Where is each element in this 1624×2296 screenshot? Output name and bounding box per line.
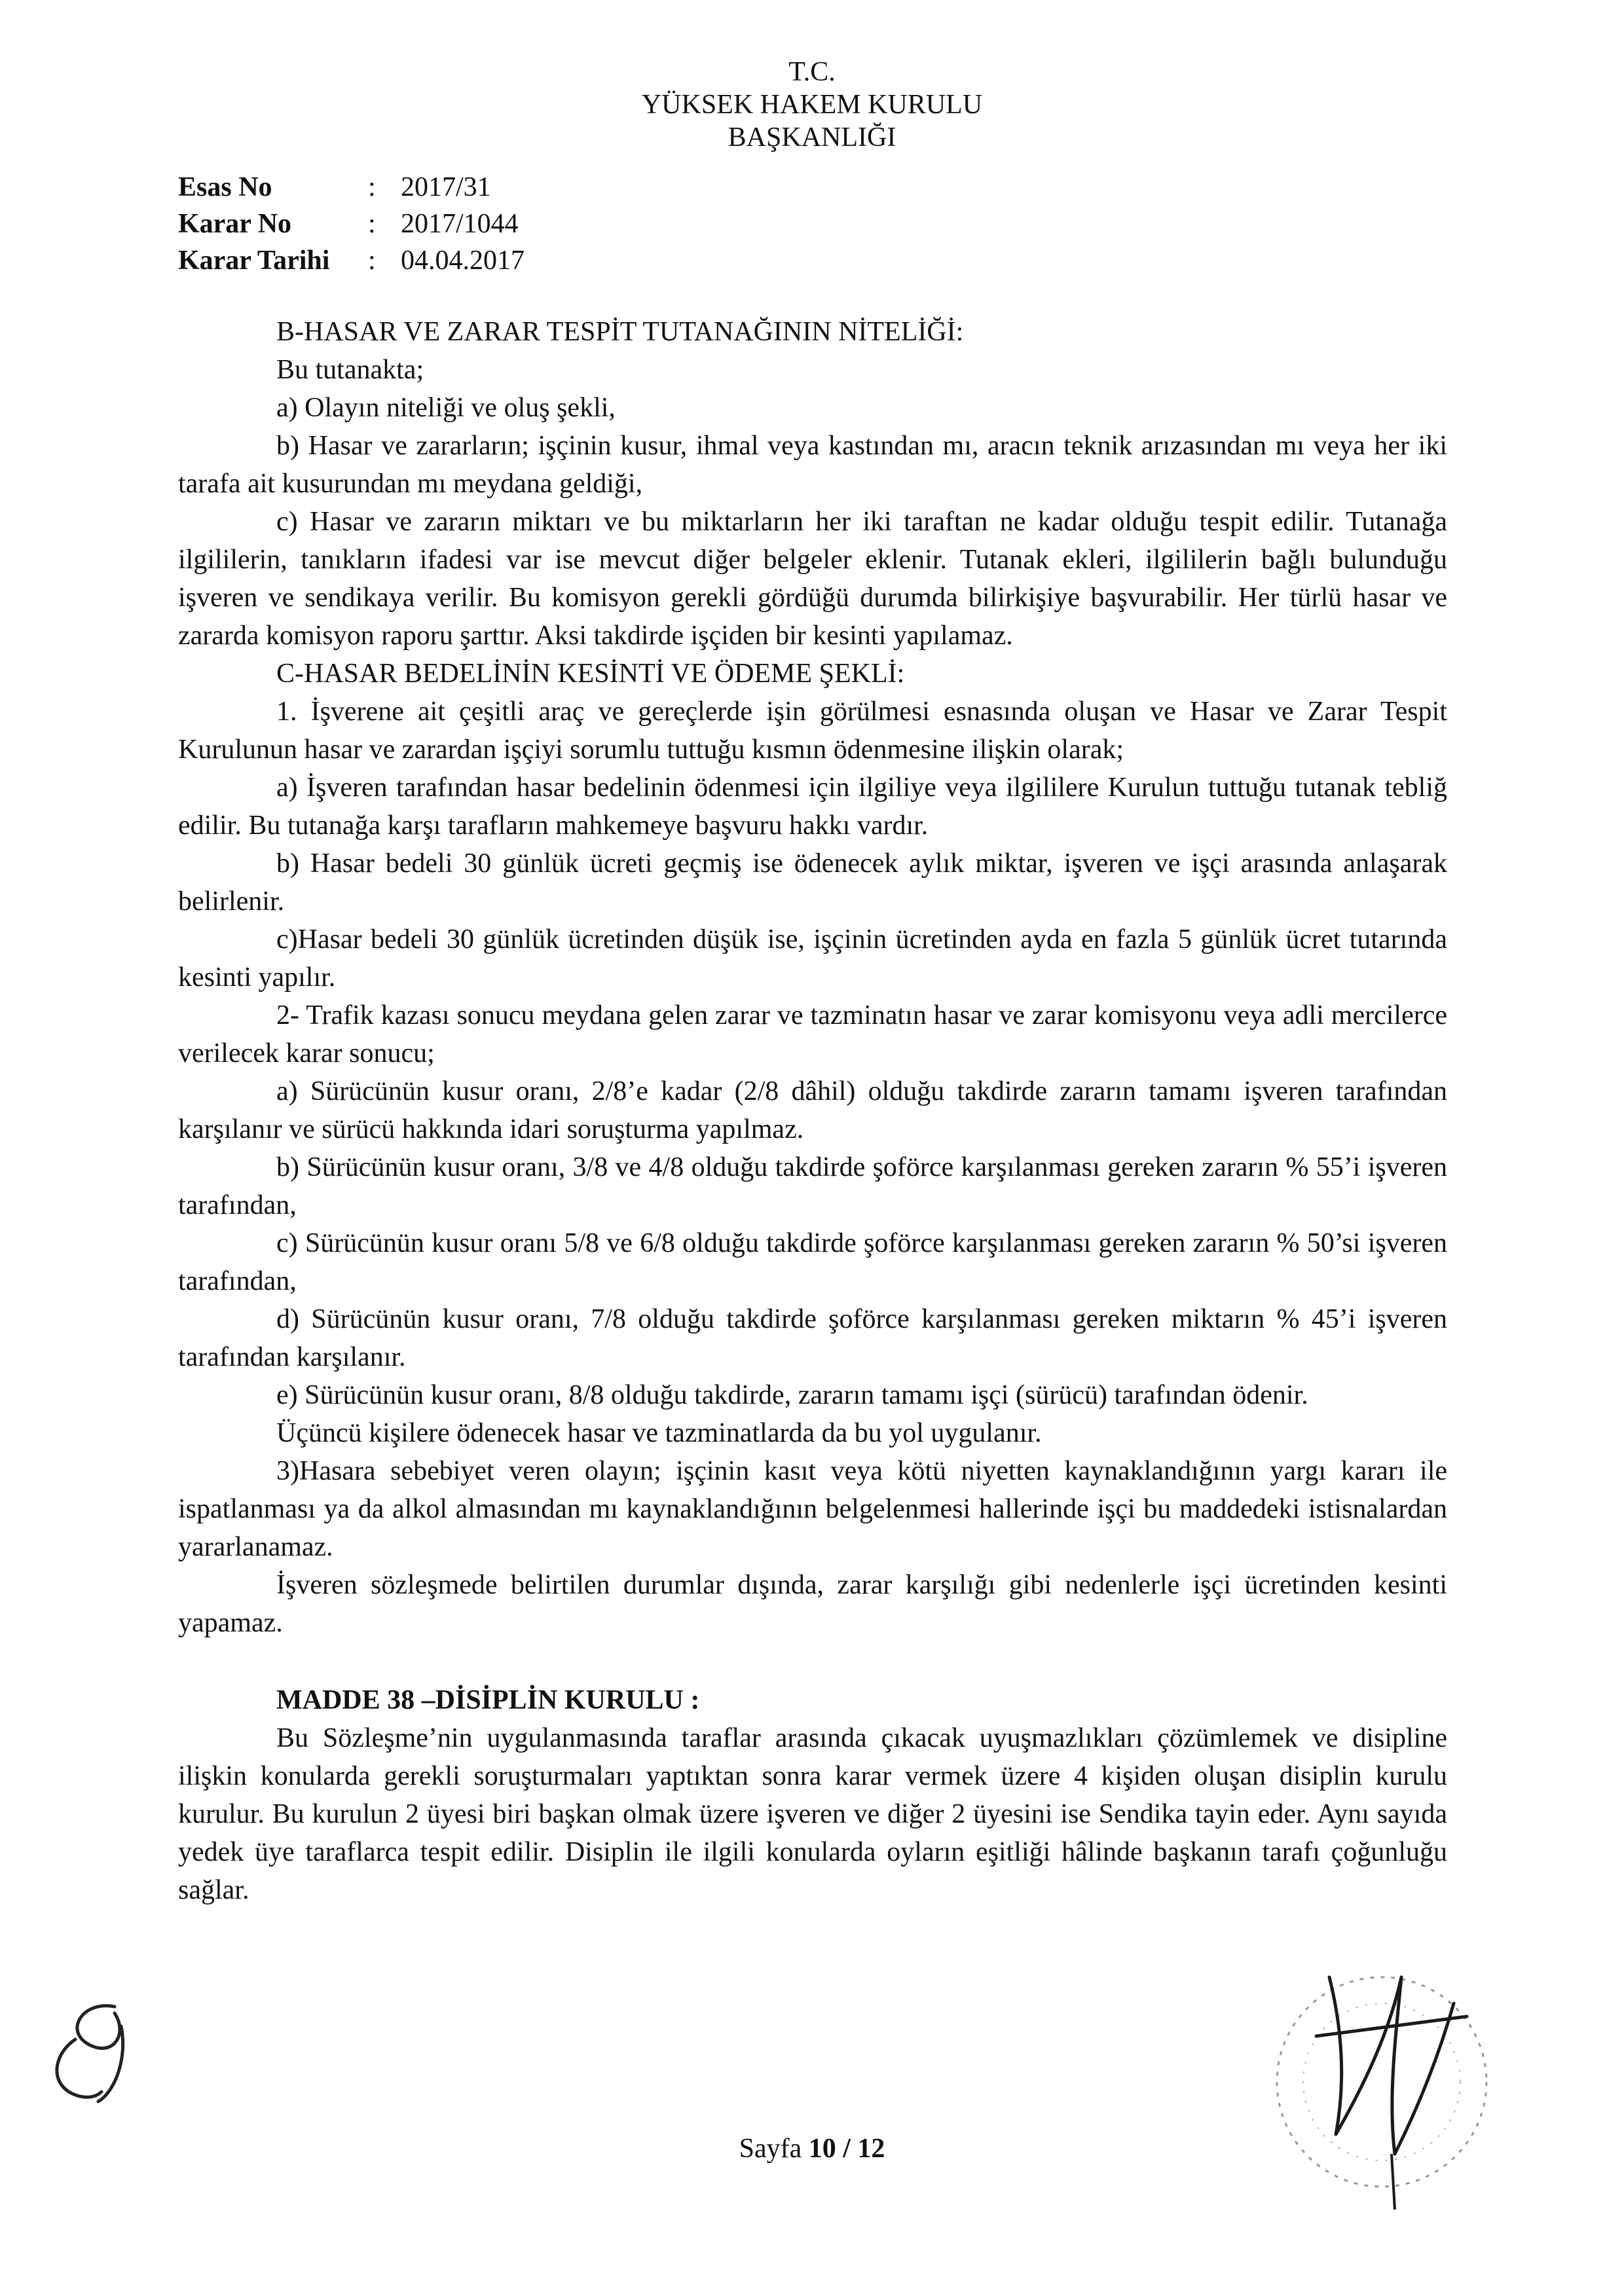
paragraph: c)Hasar bedeli 30 günlük ücretinden düşük ise, işçinin ücretinden ayda en fazla 5 günlük ücret tutarında kesinti yapılır.	[178, 924, 1447, 993]
paragraph: d) Sürücünün kusur oranı, 7/8 olduğu takdirde şoförce karşılanması gereken miktarın % 45’i işveren tarafından karşılanır.	[178, 1304, 1447, 1372]
meta-value: 2017/1044	[401, 209, 519, 239]
header-department: BAŞKANLIĞI	[728, 122, 896, 153]
header-tc: T.C.	[788, 57, 836, 87]
meta-label: Esas No	[178, 172, 272, 202]
paragraph: e) Sürücünün kusur oranı, 8/8 olduğu takdirde, zararın tamamı işçi (sürücü) tarafından ödenir.	[276, 1380, 1308, 1410]
meta-row-esas	[178, 169, 525, 206]
paragraph: Üçüncü kişilere ödenecek hasar ve tazminatlarda da bu yol uygulanır.	[276, 1418, 1042, 1448]
footer-prefix: Sayfa	[739, 2134, 802, 2164]
paragraph: 2- Trafik kazası sonucu meydana gelen zarar ve tazminatın hasar ve zarar komisyonu veya adli mercilerce verilecek karar sonucu;	[178, 1000, 1447, 1068]
article-38-text: Bu Sözleşme’nin uygulanmasında taraflar arasında çıkacak uyuşmazlıkları çözümlemek ve disipline ilişkin konularda gerekli soruşturmaları yaptıktan sonra karar vermek üzere 4 kişiden oluşan disiplin kurulu kurulur. Bu kurulun 2 üyesi biri başkan olmak üzere işveren ve diğer 2 üyesini ise Sendika tayin eder. Aynı sayıda yedek üye taraflarca tespit edilir. Disiplin ile ilgili konularda oyların eşitliği hâlinde başkanın tarafı çoğunluğu sağlar.	[178, 1723, 1447, 1905]
paragraph: b) Hasar bedeli 30 günlük ücreti geçmiş ise ödenecek aylık miktar, işveren ve işçi arasında anlaşarak belirlenir.	[178, 848, 1447, 917]
header-institution: YÜKSEK HAKEM KURULU	[641, 90, 983, 120]
footer-page: 10	[808, 2134, 836, 2164]
paragraph: c) Sürücünün kusur oranı 5/8 ve 6/8 olduğu takdirde şoförce karşılanması gereken zararın % 50’si işveren tarafından,	[178, 1228, 1447, 1296]
paragraph: Bu tutanakta;	[276, 355, 424, 385]
paragraph: a) Olayın niteliği ve oluş şekli,	[276, 393, 616, 423]
footer-total: 12	[857, 2134, 885, 2164]
paragraph: 1. İşverene ait çeşitli araç ve gereçlerde işin görülmesi esnasında oluşan ve Hasar ve Zarar Tespit Kurulunun hasar ve zarardan işçiyi sorumlu tuttuğu kısmın ödenmesine ilişkin olarak;	[178, 697, 1447, 765]
footer-sep: /	[843, 2134, 851, 2164]
article-38-title: MADDE 38 –DİSİPLİN KURULU :	[276, 1685, 700, 1715]
meta-value: 2017/31	[401, 172, 491, 202]
meta-sep: :	[368, 209, 376, 239]
section-heading-b: B-HASAR VE ZARAR TESPİT TUTANAĞININ NİTELİĞİ:	[276, 317, 964, 347]
signature-stamp	[1231, 1938, 1513, 2213]
paragraph: İşveren sözleşmede belirtilen durumlar dışında, zarar karşılığı gibi nedenlerle işçi ücretinden kesinti yapamaz.	[178, 1570, 1447, 1638]
paragraph: b) Sürücünün kusur oranı, 3/8 ve 4/8 olduğu takdirde şoförce karşılanması gereken zararın % 55’i işveren tarafından,	[178, 1152, 1447, 1220]
handwritten-mark	[36, 1994, 160, 2111]
meta-sep: :	[368, 246, 376, 276]
paragraph: a) İşveren tarafından hasar bedelinin ödenmesi için ilgiliye veya ilgililere Kurulun tuttuğu tutanak tebliğ edilir. Bu tutanağa karşı tarafların mahkemeye başvuru hakkı vardır.	[178, 773, 1447, 841]
page-footer	[0, 2133, 1624, 2164]
paragraph: c) Hasar ve zararın miktarı ve bu miktarların her iki taraftan ne kadar olduğu tespit edilir. Tutanağa ilgililerin, tanıkların ifadesi var ise mevcut diğer belgeler eklenir. Tutanak ekleri, ilgililerin bağlı bulunduğu işveren ve sendikaya verilir. Bu komisyon gerekli gördüğü durumda bilirkişiye başvurabilir. Her türlü hasar ve zararda komisyon raporu şarttır. Aksi takdirde işçiden bir kesinti yapılamaz.	[178, 507, 1447, 651]
paragraph: b) Hasar ve zararların; işçinin kusur, ihmal veya kastından mı, aracın teknik arızasından mı veya her iki tarafa ait kusurundan mı meydana geldiği,	[178, 431, 1447, 499]
meta-value: 04.04.2017	[401, 246, 525, 276]
case-meta	[178, 169, 525, 279]
meta-label: Karar Tarihi	[178, 246, 330, 276]
paragraph: a) Sürücünün kusur oranı, 2/8’e kadar (2/8 dâhil) olduğu takdirde zararın tamamı işveren tarafından karşılanır ve sürücü hakkında idari soruşturma yapılmaz.	[178, 1076, 1447, 1144]
section-heading-c: C-HASAR BEDELİNİN KESİNTİ VE ÖDEME ŞEKLİ:	[276, 659, 905, 689]
document-header	[0, 56, 1624, 154]
meta-row-tarih	[178, 242, 525, 279]
document-body	[178, 313, 1447, 1909]
meta-row-karar	[178, 206, 525, 242]
meta-sep: :	[368, 172, 376, 202]
paragraph: 3)Hasara sebebiyet veren olayın; işçinin kasıt veya kötü niyetten kaynaklandığının yargı kararı ile ispatlanması ya da alkol almasından mı kaynaklandığının belgelenmesi hallerinde işçi bu maddedeki istisnalardan yararlanamaz.	[178, 1456, 1447, 1562]
meta-label: Karar No	[178, 209, 292, 239]
